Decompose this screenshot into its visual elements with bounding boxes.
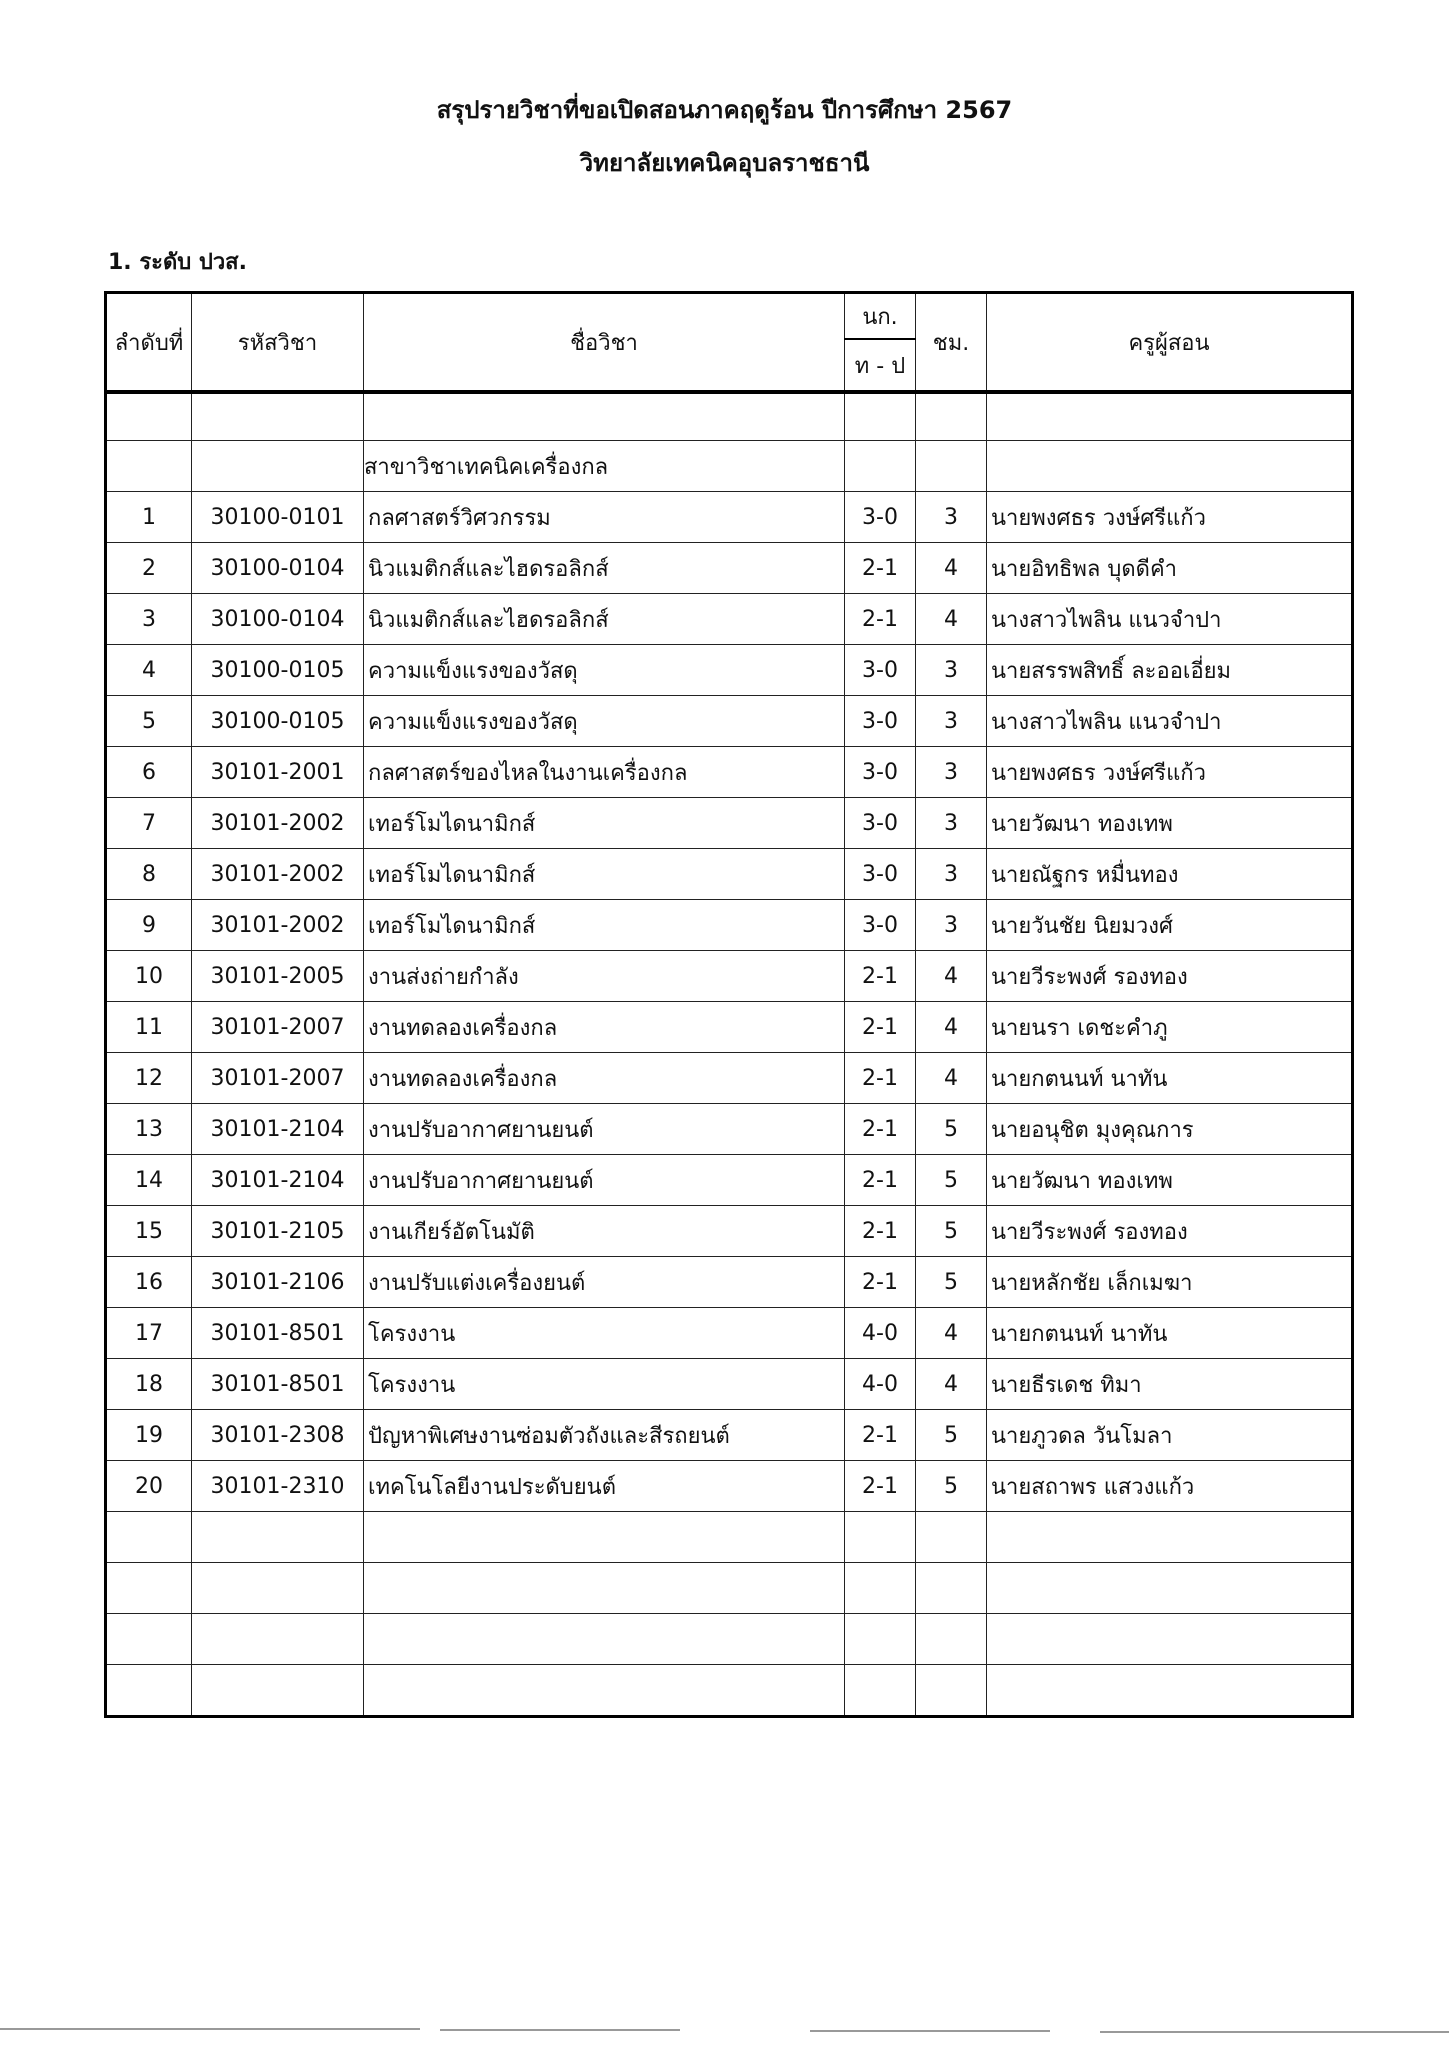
cell-credit: 2-1 — [845, 543, 916, 594]
cell-no: 8 — [106, 849, 192, 900]
table-row — [106, 696, 1353, 747]
cell-hours: 4 — [916, 951, 987, 1002]
cell-hours: 5 — [916, 1461, 987, 1512]
empty-cell — [916, 1665, 987, 1717]
cell-teacher: นางสาวไพลิน แนวจำปา — [987, 696, 1353, 747]
table-row — [106, 1155, 1353, 1206]
cell-hours: 4 — [916, 543, 987, 594]
table-row — [106, 1053, 1353, 1104]
cell-teacher: นายภูวดล วันโมลา — [987, 1410, 1353, 1461]
cell-code: 30101-2308 — [192, 1410, 364, 1461]
cell-teacher: นายวัฒนา ทองเทพ — [987, 798, 1353, 849]
cell-code: 30101-2007 — [192, 1002, 364, 1053]
empty-cell — [916, 1614, 987, 1665]
cell-name: นิวแมติกส์และไฮดรอลิกส์ — [364, 543, 845, 594]
cell-hours: 3 — [916, 492, 987, 543]
scan-artifact-line — [1100, 2031, 1449, 2033]
cell-teacher: นายวีระพงศ์ รองทอง — [987, 951, 1353, 1002]
empty-row — [106, 1563, 1353, 1614]
cell-name: เทอร์โมไดนามิกส์ — [364, 900, 845, 951]
cell-credit: 2-1 — [845, 1410, 916, 1461]
cell-code: 30101-8501 — [192, 1308, 364, 1359]
table-row — [106, 1410, 1353, 1461]
empty-cell — [192, 1614, 364, 1665]
cell-teacher: นายกตนนท์ นาทัน — [987, 1053, 1353, 1104]
table-row — [106, 645, 1353, 696]
cell-credit: 2-1 — [845, 1002, 916, 1053]
cell-hours: 5 — [916, 1257, 987, 1308]
cell-credit: 3-0 — [845, 645, 916, 696]
cell-no: 4 — [106, 645, 192, 696]
table-row — [106, 1359, 1353, 1410]
cell-no: 3 — [106, 594, 192, 645]
cell-teacher: นายพงศธร วงษ์ศรีแก้ว — [987, 747, 1353, 798]
cell-name: กลศาสตร์ของไหลในงานเครื่องกล — [364, 747, 845, 798]
empty-cell — [192, 392, 364, 441]
cell-teacher: นายอนุชิต มุงคุณการ — [987, 1104, 1353, 1155]
column-header-teacher: ครูผู้สอน — [987, 293, 1353, 393]
cell-credit: 3-0 — [845, 747, 916, 798]
cell-no: 2 — [106, 543, 192, 594]
cell-code: 30101-2001 — [192, 747, 364, 798]
cell-credit: 2-1 — [845, 1053, 916, 1104]
column-header-code: รหัสวิชา — [192, 293, 364, 393]
course-table — [104, 291, 1354, 1718]
empty-cell — [987, 441, 1353, 492]
table-row — [106, 1206, 1353, 1257]
cell-credit: 2-1 — [845, 1461, 916, 1512]
cell-no: 20 — [106, 1461, 192, 1512]
cell-credit: 4-0 — [845, 1359, 916, 1410]
cell-name: เทคโนโลยีงานประดับยนต์ — [364, 1461, 845, 1512]
empty-cell — [192, 1665, 364, 1717]
cell-credit: 2-1 — [845, 1155, 916, 1206]
empty-cell — [106, 392, 192, 441]
column-header-credit: นก. — [845, 293, 916, 340]
empty-cell — [192, 1563, 364, 1614]
cell-code: 30101-2105 — [192, 1206, 364, 1257]
cell-code: 30101-2002 — [192, 798, 364, 849]
empty-cell — [916, 1563, 987, 1614]
cell-credit: 2-1 — [845, 1104, 916, 1155]
cell-hours: 3 — [916, 900, 987, 951]
empty-cell — [364, 1563, 845, 1614]
document-title: สรุปรายวิชาที่ขอเปิดสอนภาคฤดูร้อน ปีการศึกษา 2567 — [436, 96, 1013, 124]
cell-name: นิวแมติกส์และไฮดรอลิกส์ — [364, 594, 845, 645]
scan-artifact-line — [440, 2029, 680, 2031]
cell-code: 30101-8501 — [192, 1359, 364, 1410]
cell-name: กลศาสตร์วิศวกรรม — [364, 492, 845, 543]
cell-no: 5 — [106, 696, 192, 747]
cell-no: 16 — [106, 1257, 192, 1308]
cell-no: 12 — [106, 1053, 192, 1104]
empty-cell — [192, 441, 364, 492]
cell-hours: 4 — [916, 594, 987, 645]
table-row — [106, 543, 1353, 594]
cell-credit: 2-1 — [845, 594, 916, 645]
cell-teacher: นายณัฐกร หมื่นทอง — [987, 849, 1353, 900]
cell-credit: 3-0 — [845, 849, 916, 900]
cell-teacher: นายสรรพสิทธิ์ ละออเอี่ยม — [987, 645, 1353, 696]
cell-name: โครงงาน — [364, 1359, 845, 1410]
scan-artifact-line — [810, 2030, 1050, 2032]
table-row — [106, 798, 1353, 849]
empty-row — [106, 1512, 1353, 1563]
empty-cell — [987, 1614, 1353, 1665]
empty-cell — [106, 1665, 192, 1717]
cell-credit: 2-1 — [845, 1257, 916, 1308]
empty-cell — [106, 1563, 192, 1614]
cell-hours: 5 — [916, 1155, 987, 1206]
empty-cell — [916, 1512, 987, 1563]
empty-cell — [106, 441, 192, 492]
cell-credit: 2-1 — [845, 951, 916, 1002]
cell-hours: 5 — [916, 1104, 987, 1155]
empty-cell — [364, 1512, 845, 1563]
empty-row — [106, 1614, 1353, 1665]
cell-no: 6 — [106, 747, 192, 798]
cell-hours: 3 — [916, 645, 987, 696]
cell-code: 30100-0104 — [192, 594, 364, 645]
category-row — [106, 441, 1353, 492]
cell-teacher: นางสาวไพลิน แนวจำปา — [987, 594, 1353, 645]
column-header-name: ชื่อวิชา — [364, 293, 845, 393]
empty-cell — [845, 392, 916, 441]
empty-cell — [364, 1614, 845, 1665]
table-header — [106, 293, 1353, 393]
cell-teacher: นายพงศธร วงษ์ศรีแก้ว — [987, 492, 1353, 543]
cell-name: เทอร์โมไดนามิกส์ — [364, 849, 845, 900]
empty-cell — [364, 392, 845, 441]
cell-name: ความแข็งแรงของวัสดุ — [364, 645, 845, 696]
cell-code: 30101-2106 — [192, 1257, 364, 1308]
cell-name: งานทดลองเครื่องกล — [364, 1002, 845, 1053]
empty-cell — [845, 1614, 916, 1665]
column-header-hours: ชม. — [916, 293, 987, 393]
table-row — [106, 1308, 1353, 1359]
cell-no: 1 — [106, 492, 192, 543]
cell-hours: 4 — [916, 1002, 987, 1053]
table-row — [106, 1104, 1353, 1155]
table-row — [106, 900, 1353, 951]
cell-name: เทอร์โมไดนามิกส์ — [364, 798, 845, 849]
empty-cell — [845, 1563, 916, 1614]
cell-code: 30100-0104 — [192, 543, 364, 594]
cell-name: โครงงาน — [364, 1308, 845, 1359]
cell-hours: 4 — [916, 1359, 987, 1410]
empty-cell — [364, 1665, 845, 1717]
cell-name: ความแข็งแรงของวัสดุ — [364, 696, 845, 747]
cell-name: งานปรับแต่งเครื่องยนต์ — [364, 1257, 845, 1308]
cell-credit: 3-0 — [845, 798, 916, 849]
cell-no: 14 — [106, 1155, 192, 1206]
table-row — [106, 492, 1353, 543]
cell-credit: 3-0 — [845, 492, 916, 543]
cell-code: 30101-2104 — [192, 1104, 364, 1155]
cell-name: งานทดลองเครื่องกล — [364, 1053, 845, 1104]
column-header-no: ลำดับที่ — [106, 293, 192, 393]
cell-hours: 3 — [916, 798, 987, 849]
cell-name: งานเกียร์อัตโนมัติ — [364, 1206, 845, 1257]
cell-code: 30100-0105 — [192, 696, 364, 747]
scan-artifact-line — [0, 2028, 420, 2030]
table-row — [106, 849, 1353, 900]
empty-cell — [845, 1512, 916, 1563]
cell-no: 9 — [106, 900, 192, 951]
cell-name: ปัญหาพิเศษงานซ่อมตัวถังและสีรถยนต์ — [364, 1410, 845, 1461]
empty-cell — [987, 1512, 1353, 1563]
empty-cell — [987, 1563, 1353, 1614]
empty-cell — [845, 441, 916, 492]
cell-code: 30101-2310 — [192, 1461, 364, 1512]
table-row — [106, 951, 1353, 1002]
cell-credit: 3-0 — [845, 696, 916, 747]
cell-teacher: นายวีระพงศ์ รองทอง — [987, 1206, 1353, 1257]
cell-credit: 2-1 — [845, 1206, 916, 1257]
cell-teacher: นายสถาพร แสวงแก้ว — [987, 1461, 1353, 1512]
empty-cell — [916, 392, 987, 441]
empty-cell — [987, 392, 1353, 441]
cell-hours: 3 — [916, 747, 987, 798]
empty-cell — [106, 1512, 192, 1563]
cell-hours: 4 — [916, 1053, 987, 1104]
table-row — [106, 1257, 1353, 1308]
cell-no: 11 — [106, 1002, 192, 1053]
empty-cell — [987, 1665, 1353, 1717]
cell-no: 10 — [106, 951, 192, 1002]
category-label: สาขาวิชาเทคนิคเครื่องกล — [364, 441, 845, 492]
cell-code: 30101-2104 — [192, 1155, 364, 1206]
cell-no: 18 — [106, 1359, 192, 1410]
cell-teacher: นายหลักชัย เล็กเมฆา — [987, 1257, 1353, 1308]
table-row — [106, 594, 1353, 645]
column-header-credit-sub: ท - ป — [845, 339, 916, 392]
table-row — [106, 747, 1353, 798]
empty-row — [106, 392, 1353, 441]
empty-cell — [845, 1665, 916, 1717]
table-body — [106, 392, 1353, 1717]
cell-no: 15 — [106, 1206, 192, 1257]
cell-code: 30101-2005 — [192, 951, 364, 1002]
cell-hours: 5 — [916, 1206, 987, 1257]
cell-no: 7 — [106, 798, 192, 849]
cell-teacher: นายอิทธิพล บุดดีคำ — [987, 543, 1353, 594]
institution-name: วิทยาลัยเทคนิคอุบลราชธานี — [579, 149, 870, 177]
cell-hours: 3 — [916, 696, 987, 747]
cell-credit: 4-0 — [845, 1308, 916, 1359]
cell-teacher: นายนรา เดชะคำภู — [987, 1002, 1353, 1053]
empty-cell — [106, 1614, 192, 1665]
cell-teacher: นายธีรเดช ทิมา — [987, 1359, 1353, 1410]
cell-no: 17 — [106, 1308, 192, 1359]
cell-name: งานปรับอากาศยานยนต์ — [364, 1104, 845, 1155]
cell-code: 30101-2002 — [192, 900, 364, 951]
empty-cell — [916, 441, 987, 492]
cell-hours: 5 — [916, 1410, 987, 1461]
cell-hours: 3 — [916, 849, 987, 900]
empty-row — [106, 1665, 1353, 1717]
cell-code: 30100-0105 — [192, 645, 364, 696]
cell-hours: 4 — [916, 1308, 987, 1359]
section-heading: 1. ระดับ ปวส. — [108, 250, 247, 275]
cell-name: งานปรับอากาศยานยนต์ — [364, 1155, 845, 1206]
cell-teacher: นายกตนนท์ นาทัน — [987, 1308, 1353, 1359]
cell-no: 19 — [106, 1410, 192, 1461]
cell-code: 30100-0101 — [192, 492, 364, 543]
cell-name: งานส่งถ่ายกำลัง — [364, 951, 845, 1002]
cell-teacher: นายวันชัย นิยมวงศ์ — [987, 900, 1353, 951]
cell-code: 30101-2007 — [192, 1053, 364, 1104]
cell-no: 13 — [106, 1104, 192, 1155]
cell-code: 30101-2002 — [192, 849, 364, 900]
cell-credit: 3-0 — [845, 900, 916, 951]
empty-cell — [192, 1512, 364, 1563]
cell-teacher: นายวัฒนา ทองเทพ — [987, 1155, 1353, 1206]
table-row — [106, 1002, 1353, 1053]
table-row — [106, 1461, 1353, 1512]
